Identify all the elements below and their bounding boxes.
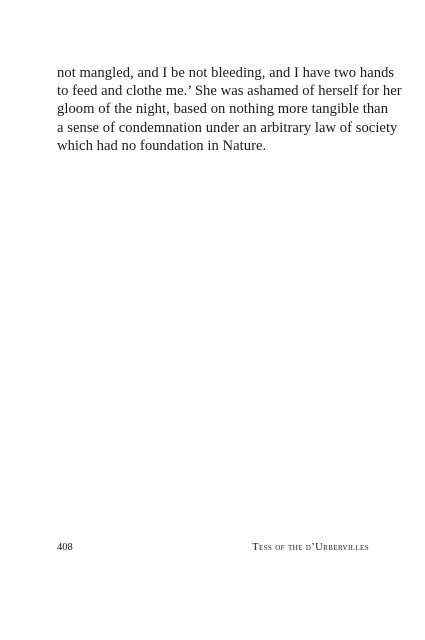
page-footer <box>57 542 369 554</box>
body-paragraph <box>57 64 402 155</box>
text-line: a sense of condemnation under an arbitrary law of society <box>57 119 398 136</box>
text-line: not mangled, and I be not bleeding, and I have two hands <box>57 65 395 81</box>
page-number: 408 <box>57 542 73 553</box>
text-line: to feed and clothe me.’ She was ashamed of herself for her <box>57 83 402 100</box>
running-title: Tess of the d’Urbervilles <box>252 542 369 553</box>
text-line: gloom of the night, based on nothing more tangible than <box>57 101 389 118</box>
text-line: which had no foundation in Nature. <box>57 137 267 154</box>
